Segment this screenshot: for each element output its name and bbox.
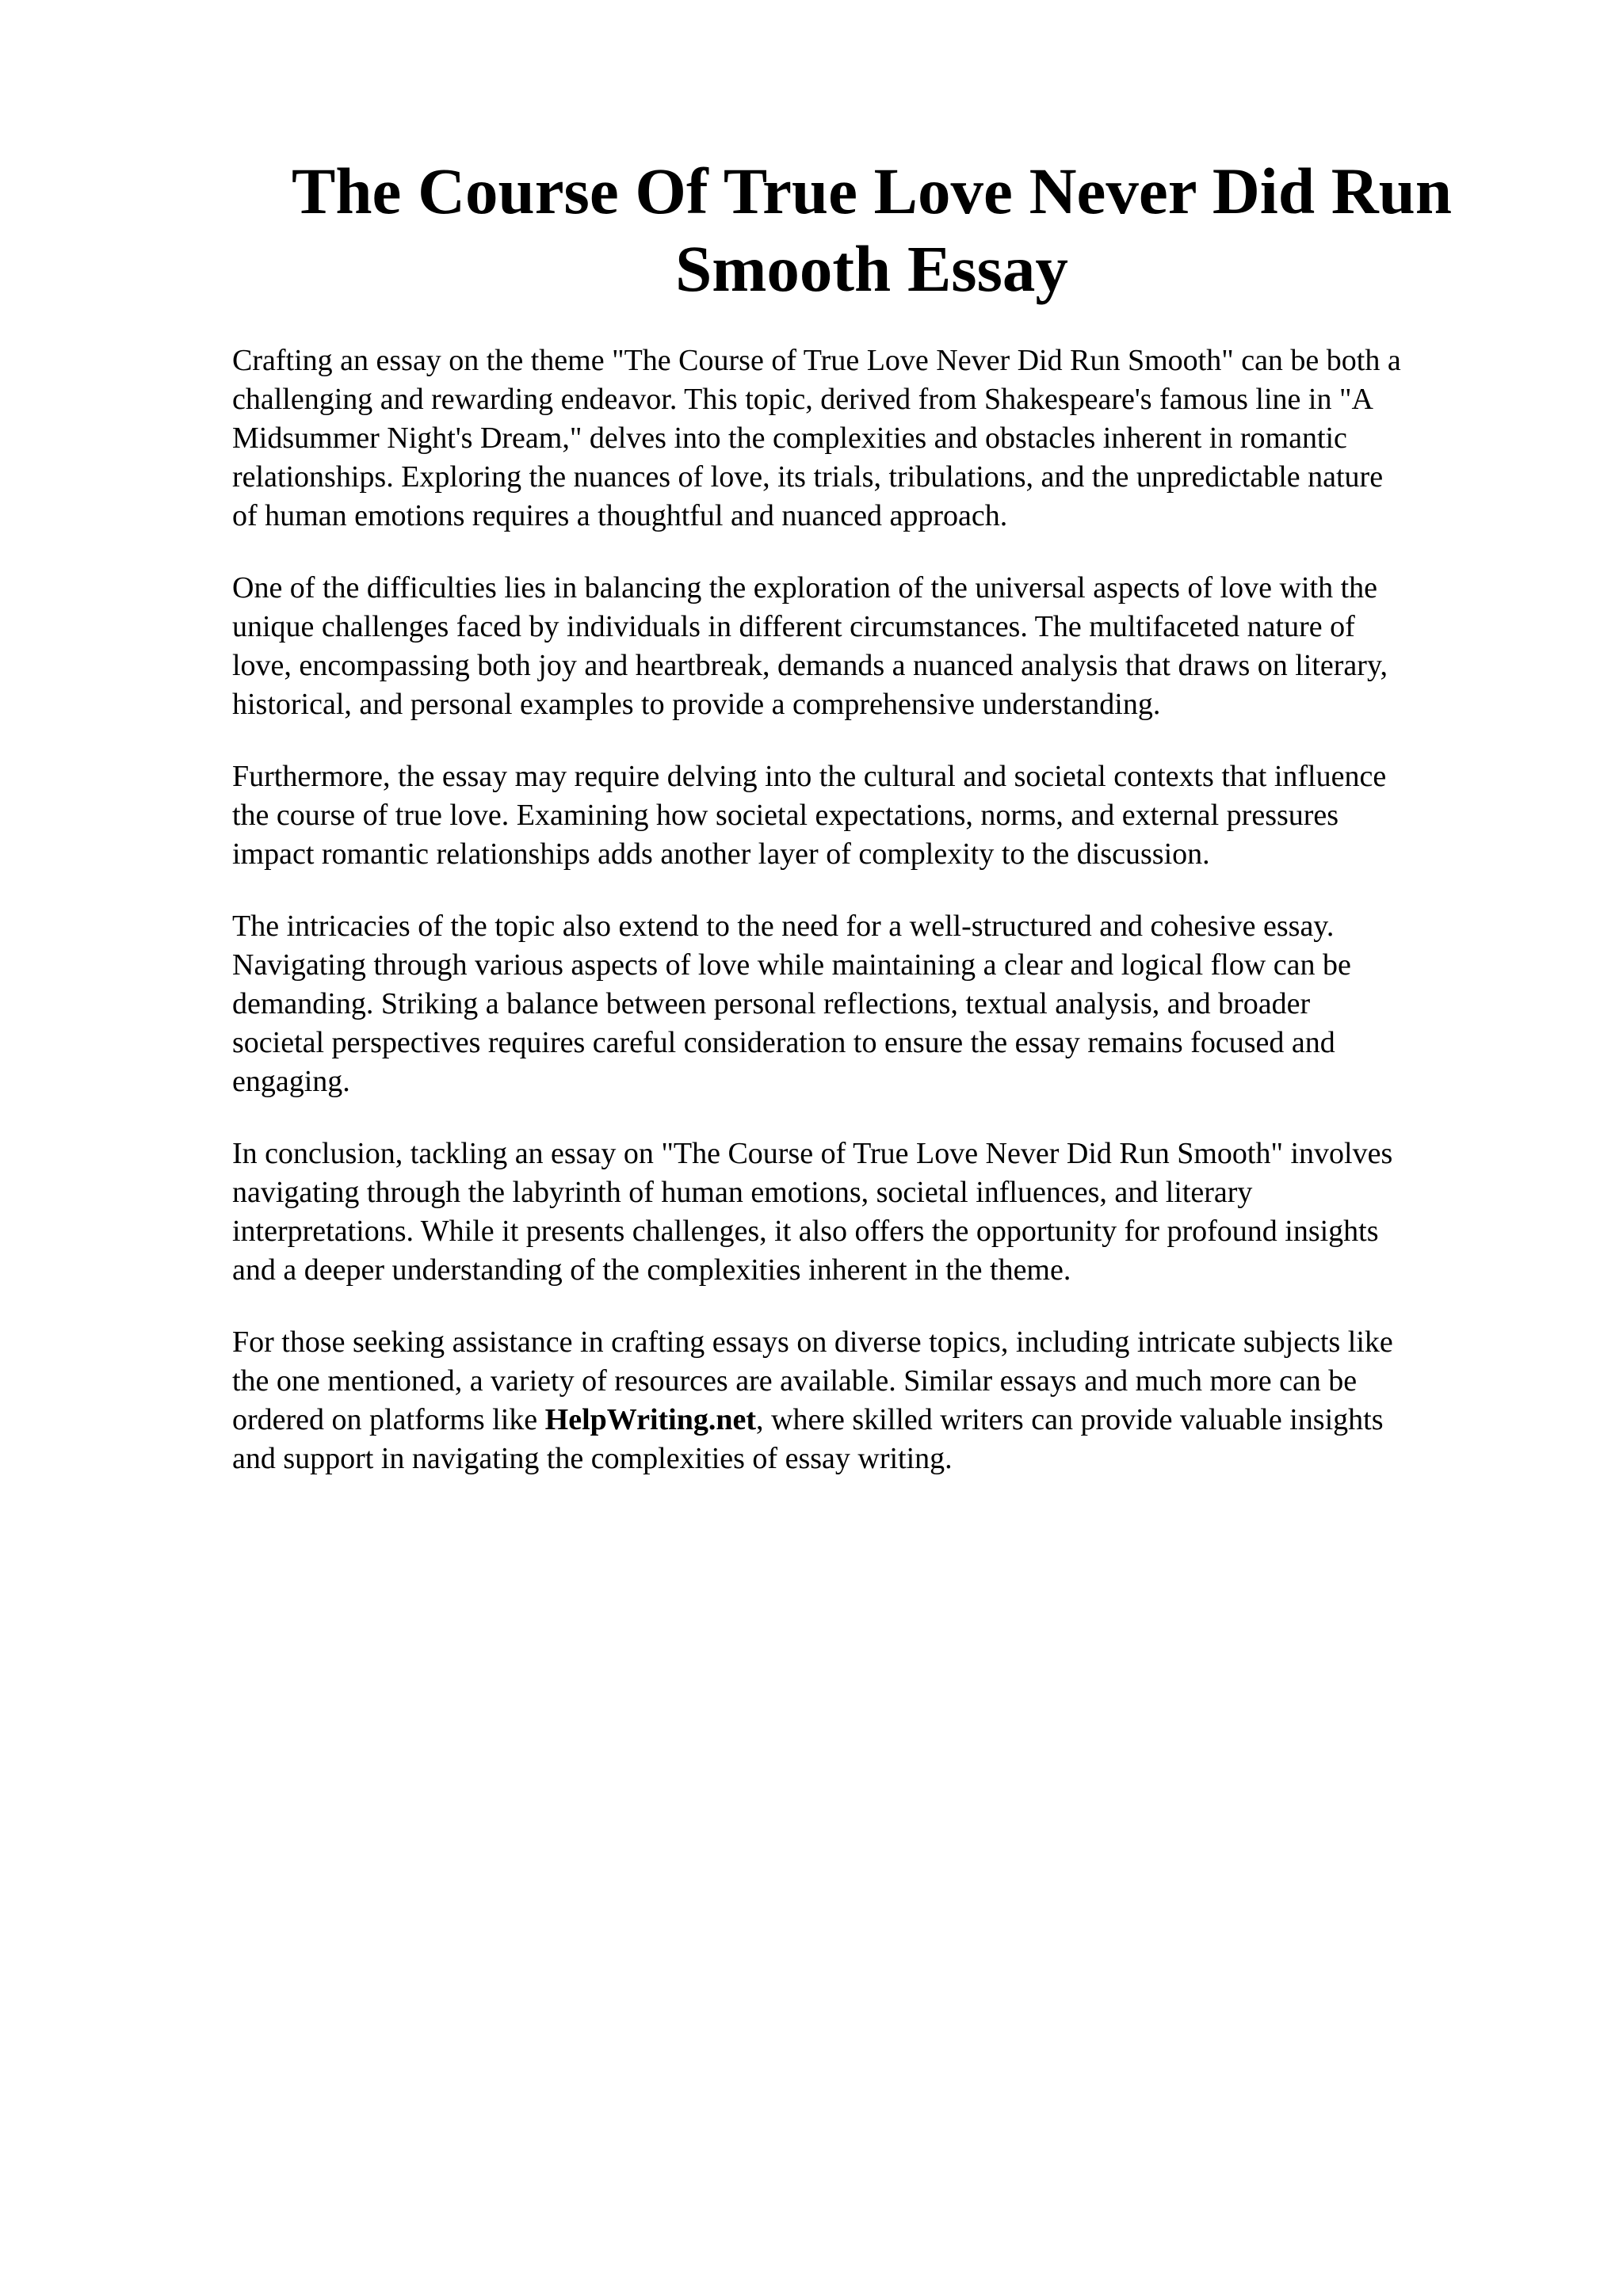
link-trail-text: , where skilled writers can provide valuable insights [756,1403,1384,1436]
paragraph-line: societal perspectives requires careful consideration to ensure the essay remains focused and [232,1026,1335,1059]
paragraph-6 [232,1323,1516,1478]
paragraph-line-with-link [232,1401,1516,1440]
paragraph-line: For those seeking assistance in crafting essays on diverse topics, including intricate subjects like [232,1325,1393,1359]
paragraph-line: impact romantic relationships adds another layer of complexity to the discussion. [232,837,1210,871]
paragraph-line: historical, and personal examples to provide a comprehensive understanding. [232,688,1161,721]
paragraph-line: the course of true love. Examining how societal expectations, norms, and external pressures [232,799,1339,832]
paragraph-line: of human emotions requires a thoughtful and nuanced approach. [232,499,1008,532]
paragraph-line: challenging and rewarding endeavor. This topic, derived from Shakespeare's famous line in "A [232,383,1373,416]
paragraph-4 [232,907,1516,1101]
paragraph-2 [232,569,1516,724]
essay-title [198,152,1545,307]
essay-body [232,341,1516,1512]
paragraph-line: navigating through the labyrinth of human emotions, societal influences, and literary [232,1176,1253,1209]
paragraph-line: and a deeper understanding of the complexities inherent in the theme. [232,1253,1071,1287]
paragraph-line: the one mentioned, a variety of resources are available. Similar essays and much more can be [232,1364,1358,1398]
helpwriting-link[interactable]: HelpWriting.net [544,1403,757,1436]
paragraph-line: Navigating through various aspects of love while maintaining a clear and logical flow can be [232,948,1351,982]
paragraph-line: and support in navigating the complexities of essay writing. [232,1442,953,1475]
paragraph-line: Midsummer Night's Dream," delves into the complexities and obstacles inherent in romantic [232,421,1347,455]
paragraph-line: engaging. [232,1065,350,1098]
title-line-1: The Course Of True Love Never Did Run [291,154,1452,227]
link-lead-text: ordered on platforms like [232,1403,545,1436]
paragraph-line: interpretations. While it presents challenges, it also offers the opportunity for profound insights [232,1215,1379,1248]
paragraph-3 [232,757,1516,874]
title-line-2: Smooth Essay [675,232,1068,305]
paragraph-line: Crafting an essay on the theme "The Course of True Love Never Did Run Smooth" can be both a [232,344,1401,377]
paragraph-1 [232,341,1516,536]
paragraph-line: love, encompassing both joy and heartbreak, demands a nuanced analysis that draws on literary, [232,649,1388,682]
paragraph-line: unique challenges faced by individuals in different circumstances. The multifaceted nature of [232,610,1355,643]
paragraph-line: relationships. Exploring the nuances of love, its trials, tribulations, and the unpredictable nature [232,460,1384,494]
paragraph-line: In conclusion, tackling an essay on "The Course of True Love Never Did Run Smooth" involves [232,1137,1393,1170]
paragraph-line: Furthermore, the essay may require delving into the cultural and societal contexts that influence [232,760,1387,793]
paragraph-line: One of the difficulties lies in balancing the exploration of the universal aspects of love with the [232,571,1378,605]
paragraph-5 [232,1135,1516,1290]
paragraph-line: demanding. Striking a balance between personal reflections, textual analysis, and broader [232,987,1311,1020]
paragraph-line: The intricacies of the topic also extend to the need for a well-structured and cohesive essay. [232,910,1335,943]
